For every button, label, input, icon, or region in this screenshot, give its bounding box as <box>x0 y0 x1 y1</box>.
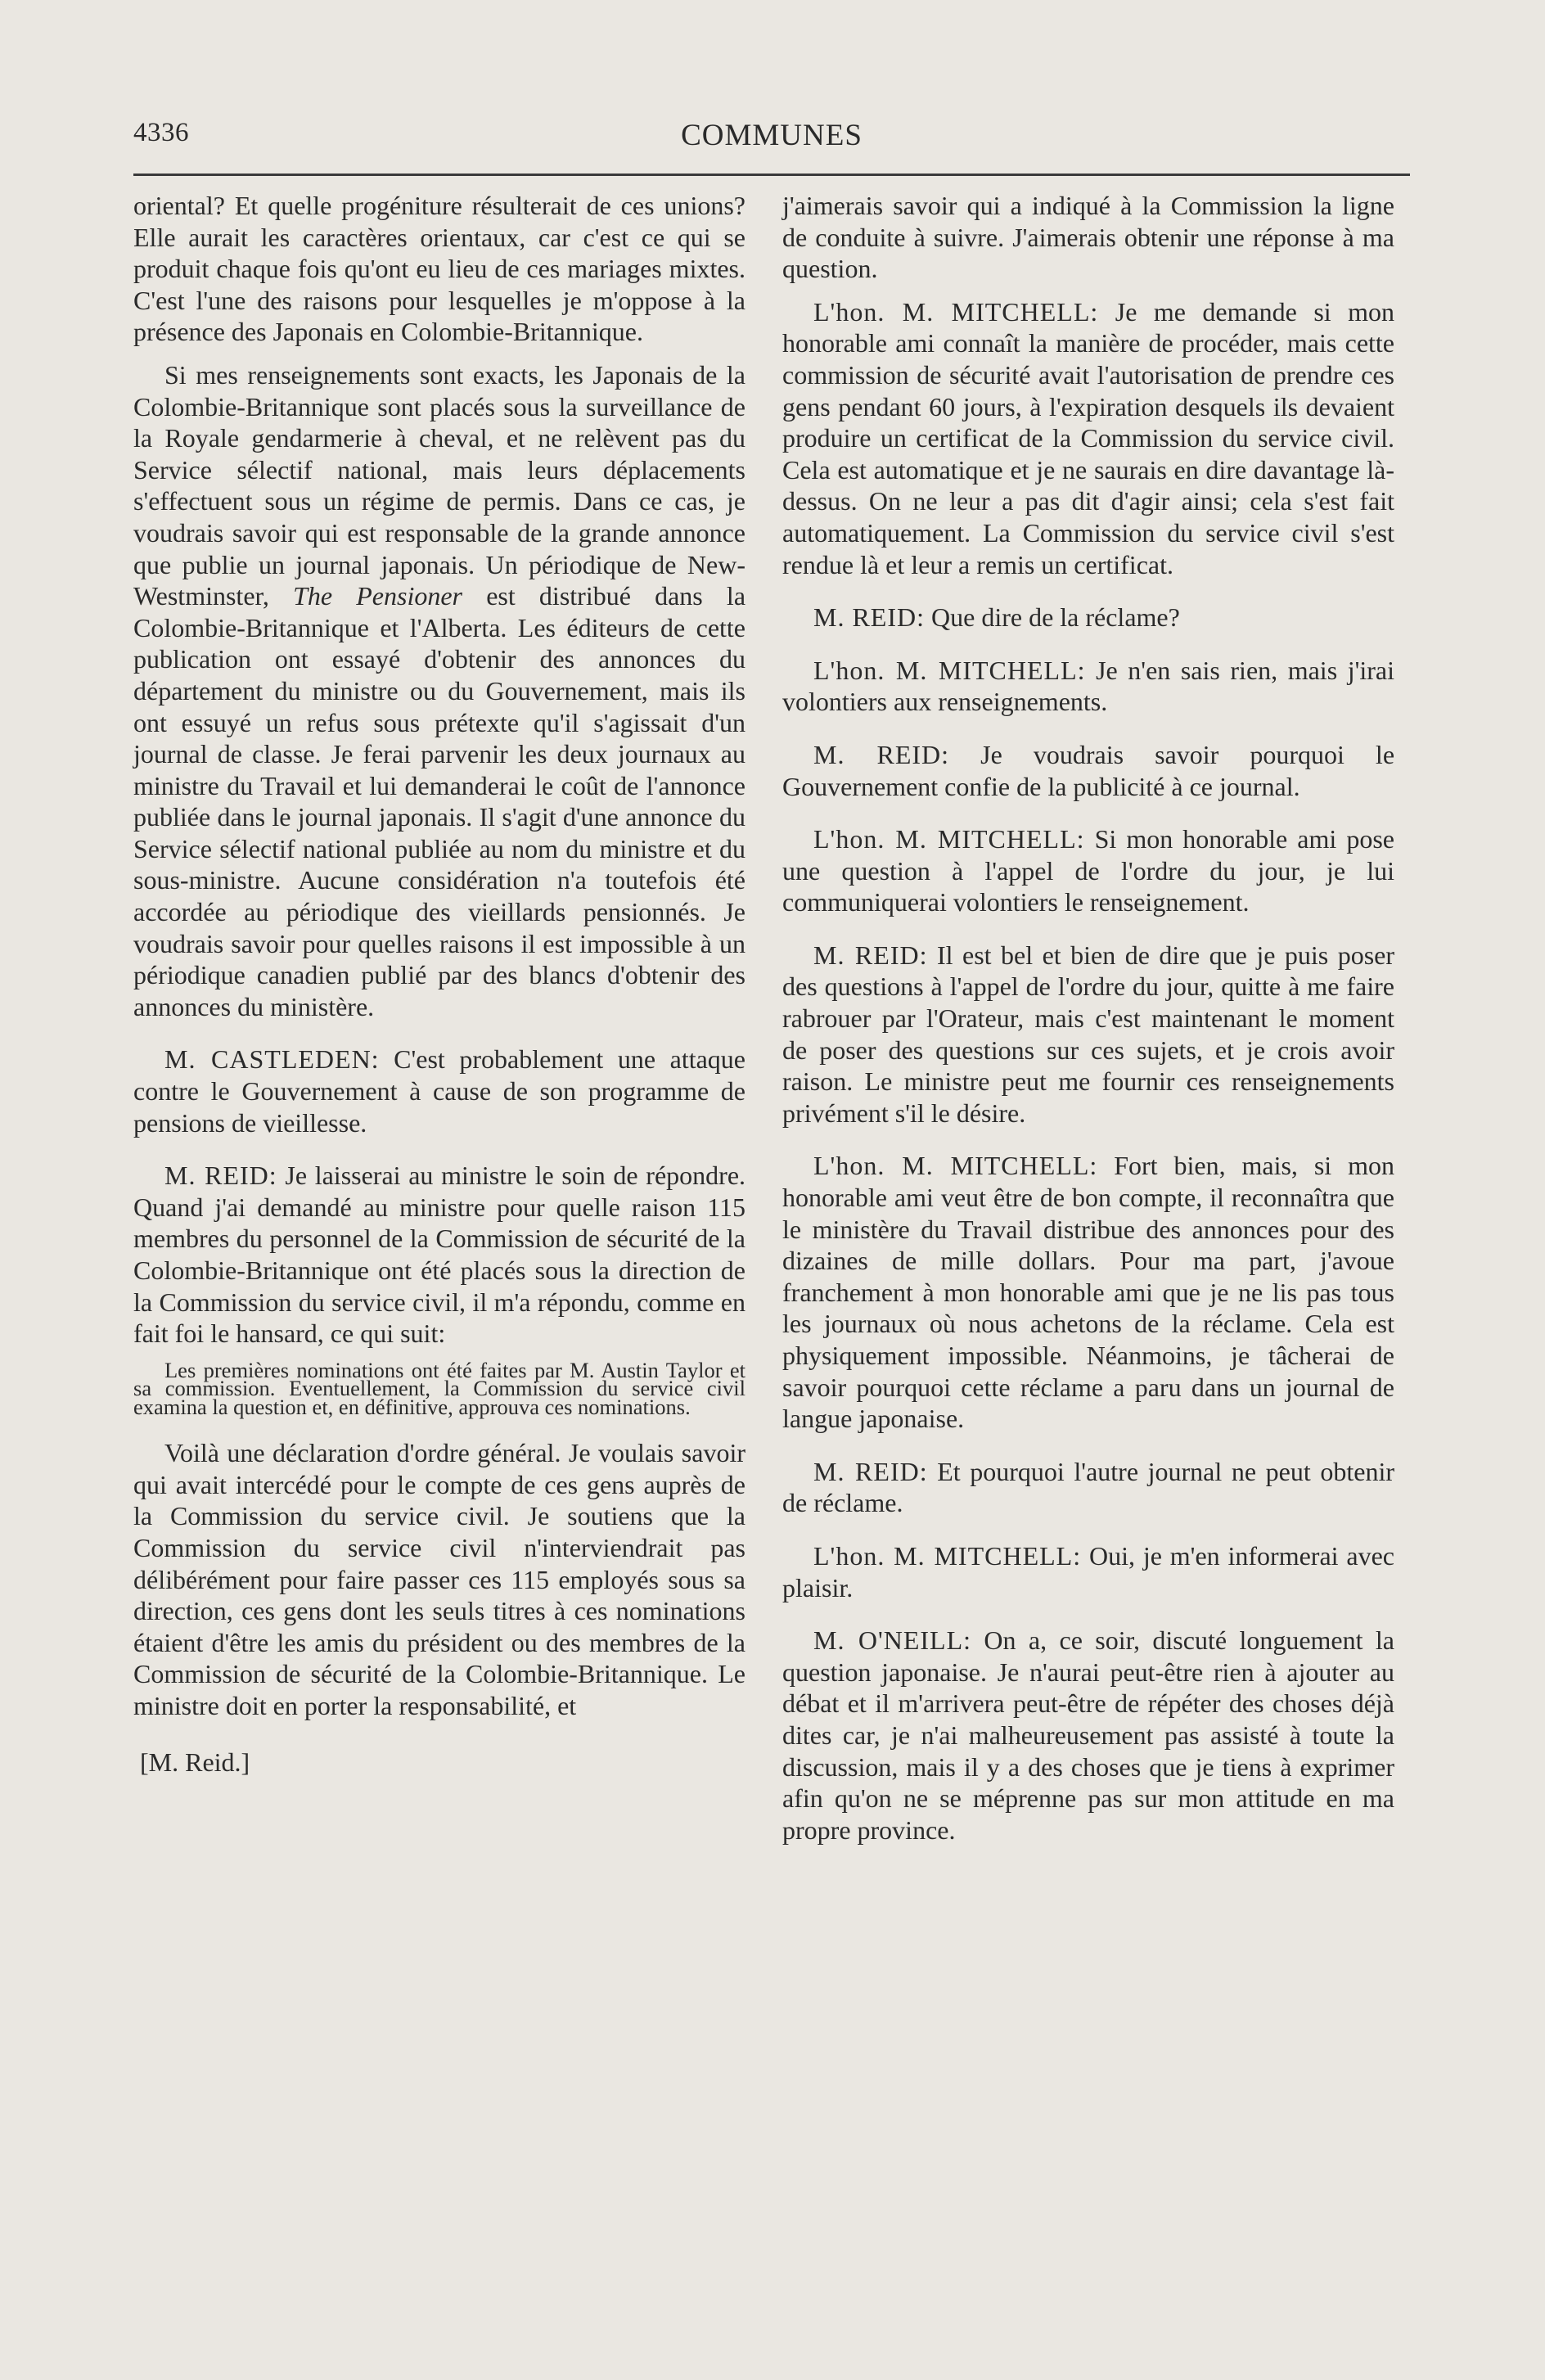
paragraph <box>782 296 1394 580</box>
running-head: COMMUNES <box>681 119 863 152</box>
paragraph-text: Si mes renseignements sont exacts, les Japonais de la Colombie-Britannique sont placés sous la surveillance de la Royale gendarmerie à cheval, et ne relèvent pas du Service sélectif national, mais leurs déplacements s'effectuent sous un régime de permis. Dans ce cas, je voudrais savoir qui est responsable de la grande annonce que publie un journal japonais. Un périodique de New-Westminster, <box>133 359 745 611</box>
speaker-attribution: [M. Reid.] <box>140 1747 250 1777</box>
speech-text: Et pourquoi l'autre journal ne peut obtenir de réclame. <box>782 1456 1395 1518</box>
paragraph <box>782 739 1394 802</box>
paragraph <box>782 602 1394 633</box>
speaker-name: M. REID: <box>813 739 950 769</box>
paragraph <box>133 1044 745 1138</box>
speaker-name: M. CASTLEDEN: <box>164 1044 380 1075</box>
paragraph <box>782 1540 1394 1603</box>
speaker-name: L'hon. M. MITCHELL: <box>813 655 1086 685</box>
paragraph: oriental? Et quelle progéniture résulterait de ces unions? Elle aurait les caractères orientaux, car c'est ce qui se produit chaque fois qu'ont eu lieu de ces mariages mixtes. C'est l'une des raisons pour lesquelles je m'oppose à la présence des Japonais en Colombie-Britannique. <box>133 191 745 347</box>
paragraph <box>782 1150 1394 1434</box>
paragraph <box>133 1160 745 1350</box>
paragraph <box>782 940 1394 1129</box>
speaker-name: L'hon. M. MITCHELL: <box>813 1540 1082 1571</box>
page-number: 4336 <box>133 118 189 147</box>
speech-text: Je me demande si mon honorable ami connaît la manière de procéder, mais cette commission de sécurité avait l'autorisation de prendre ces gens pendant 60 jours, à l'expiration desquels ils devaient produire un certificat de la Commission du service civil. Cela est automatique et je ne saurais en dire davantage là-dessus. On ne leur a pas dit d'agir ainsi; cela s'est fait automatiquement. La Commission du service civil s'est rendue là et leur a remis un certificat. <box>782 296 1395 579</box>
speaker-name: M. REID: <box>813 602 925 633</box>
paragraph <box>782 1456 1394 1519</box>
paragraph-text: est distribué dans la Colombie-Britannique et l'Alberta. Les éditeurs de cette publication ont essayé d'obtenir des annonces du département du ministre ou du Gouvernement, mais ils ont essuyé un refus sous prétexte qu'il s'agissait d'un journal de classe. Je ferai parvenir les deux journaux au ministre du Travail et lui demanderai le coût de l'annonce publiée dans le journal japonais. Il s'agit d'une annonce du Service sélectif national publiée au nom du ministre et du sous-ministre. Aucune considération n'a toutefois été accordée au périodique des vieillards pensionnés. Je voudrais savoir pour quelles raisons il est impossible à un périodique canadien publié par des blancs d'obtenir des annonces du ministère. <box>133 581 746 1021</box>
speech-text: Je voudrais savoir pourquoi le Gouvernement confie de la publicité à ce journal. <box>782 739 1395 801</box>
speech-text: Que dire de la réclame? <box>931 602 1180 633</box>
speech-text: Fort bien, mais, si mon honorable ami veut être de bon compte, il reconnaîtra que le ministère du Travail distribue des annonces pour des dizaines de mille dollars. Pour ma part, j'avoue franchement à mon honorable ami que je ne lis pas tous les journaux où nous achetons de la réclame. Cela est physiquement impossible. Néanmoins, je tâcherai de savoir pourquoi cette réclame a paru dans un journal de langue japonaise. <box>782 1151 1395 1434</box>
publication-title: The Pensioner <box>293 581 463 611</box>
paragraph: Voilà une déclaration d'ordre général. Je voulais savoir qui avait intercédé pour le compte de ces gens auprès de la Commission du service civil. Je soutiens que la Commission du service civil n'interviendrait pas délibérément pour faire passer ces 115 employés sous sa direction, ces gens dont les seuls titres à ces nominations étaient d'être les amis du président ou des membres de la Commission de sécurité de la Colombie-Britannique. Le ministre doit en porter la responsabilité, et <box>133 1438 745 1721</box>
right-column <box>782 190 1394 1857</box>
paragraph <box>133 359 745 1022</box>
speaker-name: L'hon. M. MITCHELL: <box>813 824 1085 854</box>
speech-text: Oui, je m'en informerai avec plaisir. <box>782 1540 1395 1602</box>
speech-text: C'est probablement une attaque contre le Gouvernement à cause de son programme de pensions de vieillesse. <box>133 1044 745 1138</box>
speaker-name: M. REID: <box>164 1161 277 1191</box>
speaker-name: M. O'NEILL: <box>813 1625 972 1656</box>
speaker-name: M. REID: <box>813 940 928 970</box>
speech-text: Il est bel et bien de dire que je puis poser des questions à l'appel de l'ordre du jour, quitte à me faire rabrouer par l'Orateur, mais c'est maintenant le moment de poser des questions sur ces sujets, et je crois avoir raison. Le ministre peut me fournir ces renseignements privément s'il le désire. <box>782 940 1395 1128</box>
left-column <box>133 190 745 1778</box>
quotation: Les premières nominations ont été faites par M. Austin Taylor et sa commission. Eventuellement, la Commission du service civil examina la question et, en définitive, approuva ces nominations. <box>133 1357 745 1419</box>
speech-text: Je laisserai au ministre le soin de répondre. Quand j'ai demandé au ministre pour quelle raison 115 membres du personnel de la Commission de sécurité de la Colombie-Britannique ont été placés sous la direction de la Commission du service civil, il m'a répondu, comme en fait foi le hansard, ce qui suit: <box>133 1161 746 1349</box>
paragraph: j'aimerais savoir qui a indiqué à la Commission la ligne de conduite à suivre. J'aimerais obtenir une réponse à ma question. <box>782 191 1394 284</box>
speaker-name: L'hon. M. MITCHELL: <box>813 296 1099 327</box>
header-rule <box>133 174 1410 176</box>
paragraph <box>782 655 1394 718</box>
page-header <box>133 118 1410 159</box>
paragraph <box>782 823 1394 918</box>
speech-text: On a, ce soir, discuté longuement la question japonaise. Je n'aurai peut-être rien à ajouter au débat et il m'arrivera peut-être de répéter des choses déjà dites car, je n'ai malheureusement pas assisté à toute la discussion, mais il y a des choses que je tiens à exprimer afin qu'on ne se méprenne pas sur mon attitude en ma propre province. <box>782 1625 1394 1845</box>
speech-text: Si mon honorable ami pose une question à l'appel de l'ordre du jour, je lui communiquerai volontiers le renseignement. <box>782 824 1395 917</box>
speaker-name: L'hon. M. MITCHELL: <box>813 1151 1098 1181</box>
paragraph <box>782 1625 1394 1846</box>
speaker-name: M. REID: <box>813 1456 928 1486</box>
speech-text: Je n'en sais rien, mais j'irai volontiers aux renseignements. <box>782 655 1395 717</box>
